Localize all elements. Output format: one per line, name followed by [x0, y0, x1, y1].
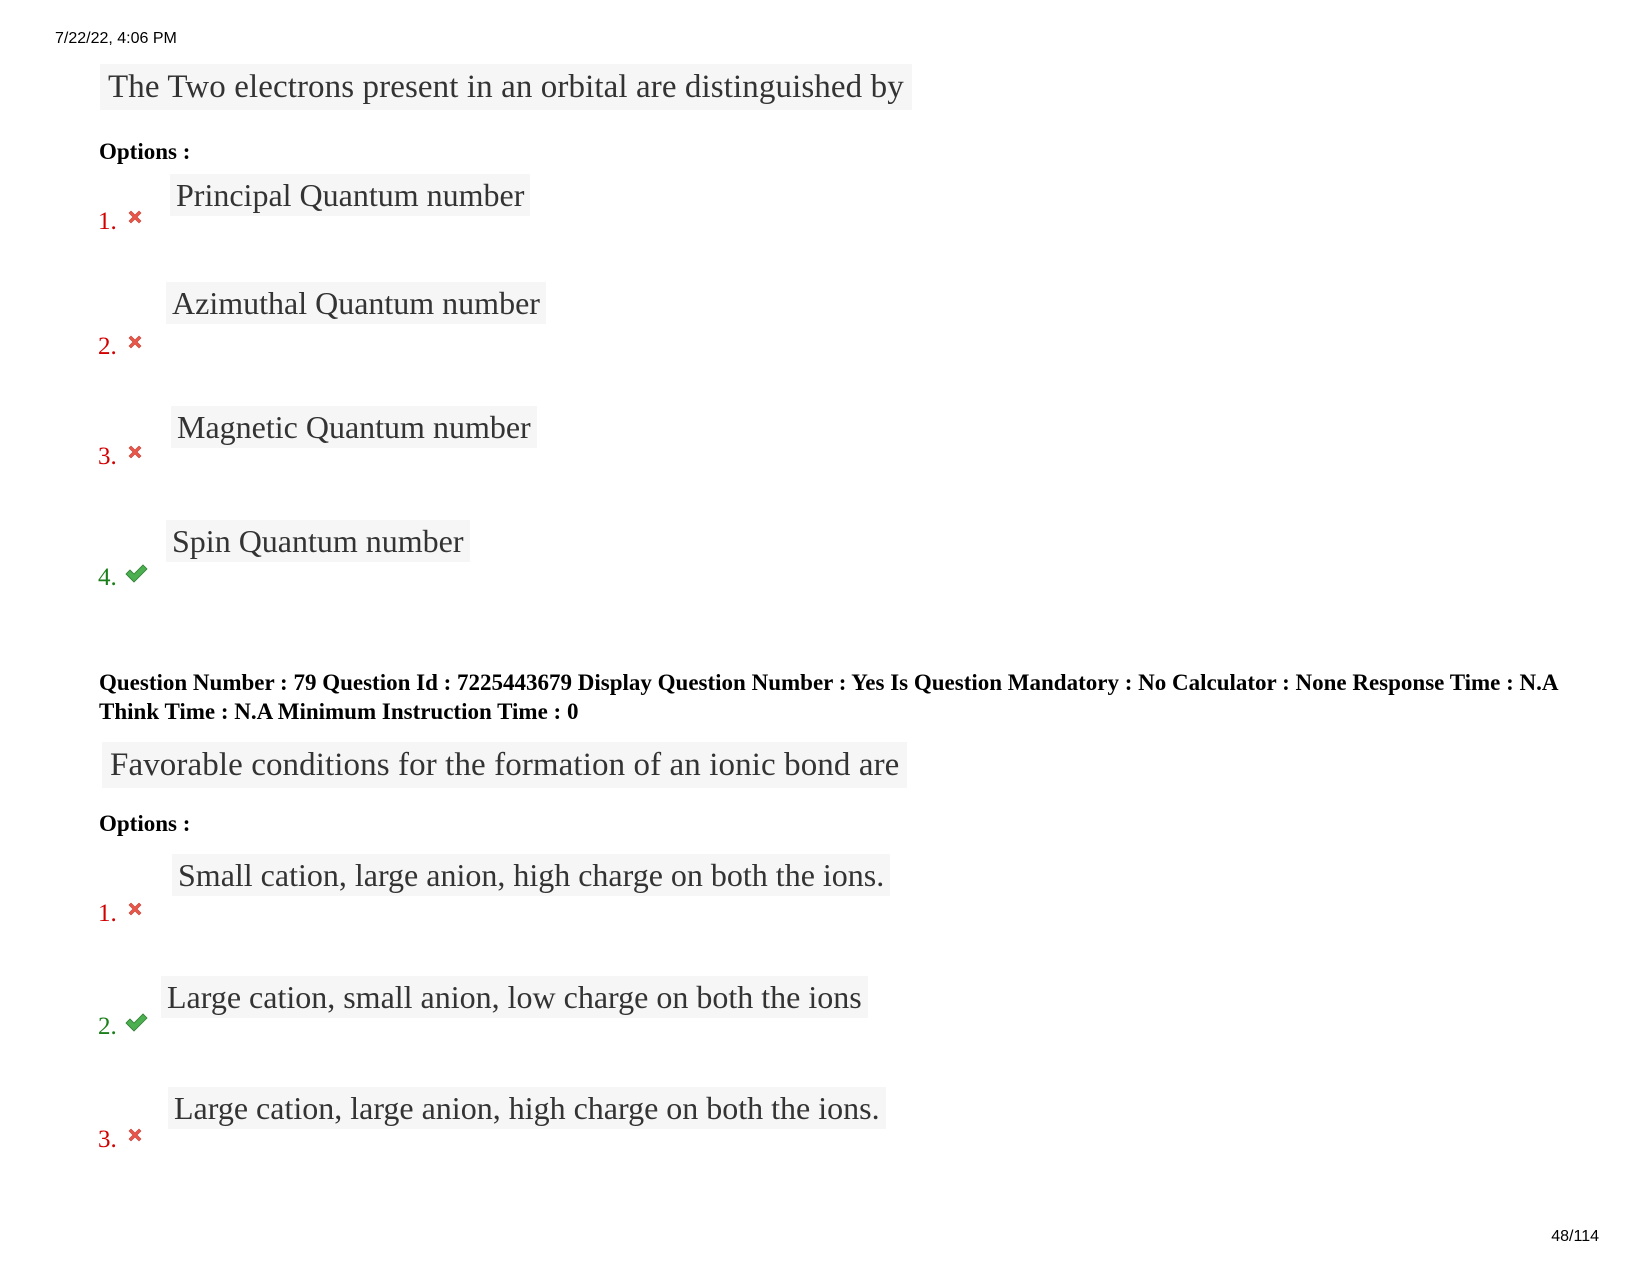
- check-icon: [124, 562, 148, 584]
- options-label: Options :: [99, 139, 191, 164]
- option-text: Large cation, small anion, low charge on both the ions: [161, 976, 868, 1018]
- option-text: Azimuthal Quantum number: [166, 282, 546, 324]
- page-number: 48/114: [1551, 1228, 1599, 1245]
- option-number: 2.: [98, 1013, 117, 1040]
- check-icon: [124, 1011, 148, 1033]
- option-number: 4.: [98, 564, 117, 591]
- options-label: Options :: [99, 811, 191, 836]
- cross-icon: [126, 208, 144, 226]
- option-text: Large cation, large anion, high charge on both the ions.: [168, 1087, 886, 1129]
- cross-icon: [126, 1126, 144, 1144]
- option-number: 1.: [98, 208, 117, 235]
- question-stem: The Two electrons present in an orbital are distinguished by: [100, 64, 912, 110]
- option-text: Magnetic Quantum number: [171, 406, 537, 448]
- option-number: 2.: [98, 333, 117, 360]
- option-text: Spin Quantum number: [166, 520, 470, 562]
- question-stem: Favorable conditions for the formation of an ionic bond are: [102, 742, 907, 788]
- option-number: 3.: [98, 443, 117, 470]
- option-number: 1.: [98, 900, 117, 927]
- option-text: Small cation, large anion, high charge on both the ions.: [172, 854, 890, 896]
- question-metadata: Question Number : 79 Question Id : 7225443679 Display Question Number : Yes Is Question Mandatory : No Calculator : None Response Time : N.A Think Time : N.A Minimum Instruction Time : 0: [99, 670, 1558, 724]
- option-number: 3.: [98, 1126, 117, 1153]
- print-timestamp: 7/22/22, 4:06 PM: [55, 30, 177, 47]
- cross-icon: [126, 443, 144, 461]
- cross-icon: [126, 900, 144, 918]
- option-text: Principal Quantum number: [170, 174, 530, 216]
- cross-icon: [126, 333, 144, 351]
